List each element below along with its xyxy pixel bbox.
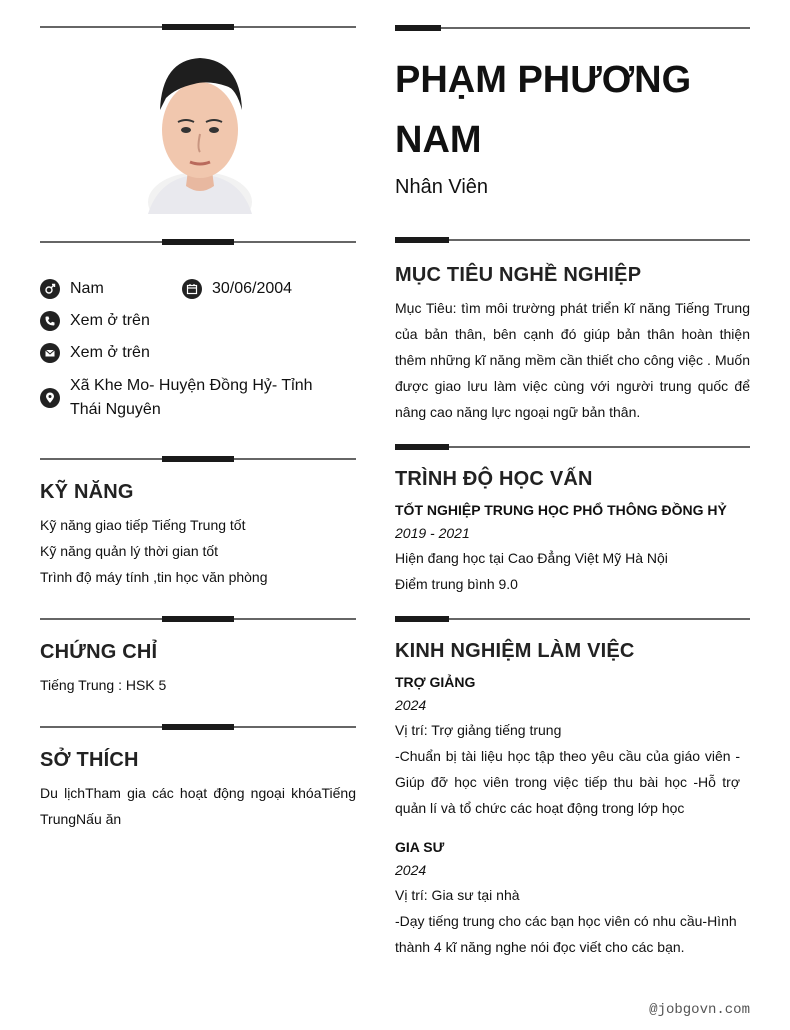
profile-photo [148, 52, 252, 214]
info-phone [40, 309, 150, 333]
job-description: -Chuẩn bị tài liệu học tập theo yêu cầu của giáo viên -Giúp đỡ học viên trong việc tiếp thu bài học -Hỗ trợ quản lí và tổ chức các hoạt động trong lớp học [395, 748, 740, 816]
education-line: Hiện đang học tại Cao Đẳng Việt Mỹ Hà Nội [395, 550, 668, 566]
candidate-name: PHẠM PHƯƠNG NAM [395, 59, 692, 161]
right-experience-divider [395, 618, 750, 620]
info-gender [40, 277, 104, 301]
job-year: 2024 [395, 697, 427, 713]
email-value: Xem ở trên [70, 344, 150, 361]
job-description: -Dạy tiếng trung cho các bạn học viên có nhu cầu-Hình thành 4 kĩ năng nghe nói đọc viết cho các bạn. [395, 913, 737, 955]
job-role: TRỢ GIẢNG [395, 674, 476, 690]
left-top-divider [40, 26, 356, 28]
left-skills-divider [40, 458, 356, 460]
job-title: Nhân Viên [395, 176, 489, 198]
objective-title: MỤC TIÊU NGHỀ NGHIỆP [395, 264, 642, 286]
certificates-title: CHỨNG CHỈ [40, 641, 158, 663]
left-photo-divider [40, 241, 356, 243]
education-school: TỐT NGHIỆP TRUNG HỌC PHỔ THÔNG ĐỒNG HỶ [395, 502, 727, 518]
skill-item: Trình độ máy tính ,tin học văn phòng [40, 569, 268, 585]
objective-text: Mục Tiêu: tìm môi trường phát triển kĩ năng Tiếng Trung của bản thân, bên cạnh đó giúp bản thân hoàn thiện thêm những kĩ năng mềm cần thiết cho công việc . Muốn được giao lưu làm việc cùng với người trung quốc để nâng cao năng lực ngoại ngữ bản thân. [395, 300, 750, 420]
gender-value: Nam [70, 280, 104, 297]
hobbies-text: Du lịchTham gia các hoạt động ngoại khóaTiếng TrungNấu ăn [40, 785, 356, 827]
job-year: 2024 [395, 862, 427, 878]
location-pin-icon [40, 388, 60, 408]
hobbies-title: SỞ THÍCH [40, 749, 139, 771]
phone-icon [40, 311, 60, 331]
watermark: @jobgovn.com [649, 1002, 750, 1018]
skill-item: Kỹ năng quản lý thời gian tốt [40, 543, 219, 559]
experience-title: KINH NGHIỆM LÀM VIỆC [395, 640, 635, 662]
info-birthdate [182, 277, 292, 301]
left-hobbies-divider [40, 726, 356, 728]
job-position: Vị trí: Gia sư tại nhà [395, 887, 520, 903]
right-objective-divider [395, 239, 750, 241]
left-certificates-divider [40, 618, 356, 620]
phone-value: Xem ở trên [70, 312, 150, 329]
job-position: Vị trí: Trợ giảng tiếng trung [395, 722, 562, 738]
skill-item: Kỹ năng giao tiếp Tiếng Trung tốt [40, 517, 246, 533]
gender-icon [40, 279, 60, 299]
certificate-item: Tiếng Trung : HSK 5 [40, 677, 167, 693]
job-role: GIA SƯ [395, 839, 445, 855]
education-period: 2019 - 2021 [395, 525, 470, 541]
right-education-divider [395, 446, 750, 448]
info-address [40, 374, 340, 422]
address-value: Xã Khe Mo- Huyện Đồng Hỷ- Tỉnh Thái Nguyên [70, 377, 313, 418]
education-line: Điểm trung bình 9.0 [395, 576, 518, 592]
skills-title: KỸ NĂNG [40, 481, 134, 503]
birthdate-value: 30/06/2004 [212, 280, 293, 297]
mail-icon [40, 343, 60, 363]
education-title: TRÌNH ĐỘ HỌC VẤN [395, 468, 593, 490]
right-top-divider [395, 27, 750, 29]
info-email [40, 341, 150, 365]
calendar-icon [182, 279, 202, 299]
